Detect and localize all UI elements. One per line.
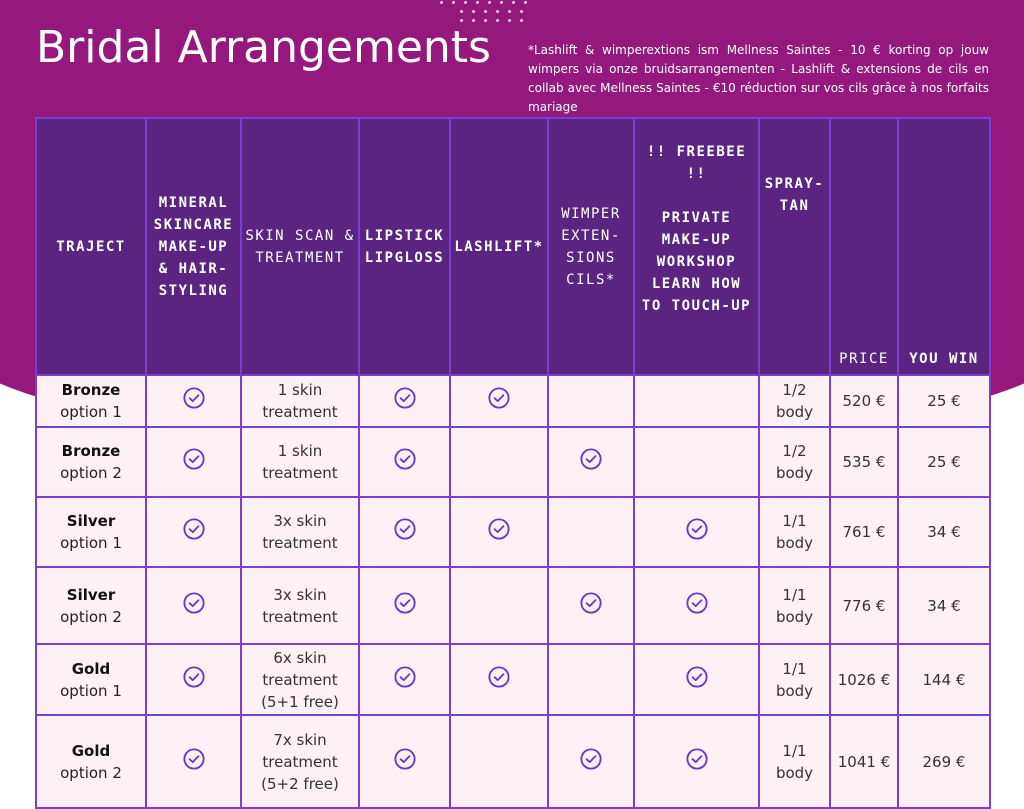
lipstick-cell bbox=[359, 497, 450, 567]
lashlift-cell bbox=[450, 375, 548, 427]
mineral-cell bbox=[146, 644, 241, 715]
arrangements-table bbox=[35, 117, 991, 809]
package-option: option 1 bbox=[60, 534, 122, 552]
price-cell: 1041 € bbox=[830, 715, 898, 808]
you-win-cell: 144 € bbox=[898, 644, 990, 715]
table-row bbox=[36, 567, 990, 644]
header-you-win: YOU WIN bbox=[898, 118, 990, 375]
header-skin-scan: SKIN SCAN & TREATMENT bbox=[241, 118, 359, 375]
check-circle-icon bbox=[394, 518, 416, 540]
table-row bbox=[36, 644, 990, 715]
freebee-cell bbox=[634, 497, 759, 567]
wimper-cell bbox=[548, 497, 634, 567]
package-option: option 2 bbox=[60, 464, 122, 482]
check-circle-icon bbox=[394, 748, 416, 770]
freebee-cell bbox=[634, 567, 759, 644]
mineral-cell bbox=[146, 715, 241, 808]
lashlift-cell bbox=[450, 715, 548, 808]
spray-tan-cell: 1/1 body bbox=[759, 644, 830, 715]
freebee-cell bbox=[634, 427, 759, 497]
check-circle-icon bbox=[183, 518, 205, 540]
check-circle-icon bbox=[394, 387, 416, 409]
skin-treatment-cell: 7x skin treatment (5+2 free) bbox=[241, 715, 359, 808]
lashlift-cell bbox=[450, 497, 548, 567]
check-circle-icon bbox=[488, 518, 510, 540]
check-circle-icon bbox=[394, 666, 416, 688]
lipstick-cell bbox=[359, 715, 450, 808]
package-option: option 2 bbox=[60, 763, 122, 782]
decorative-dots bbox=[438, 0, 538, 24]
package-name: Silver bbox=[66, 512, 116, 530]
package-name: Gold bbox=[71, 659, 111, 678]
header-mineral: MINERAL SKINCARE MAKE-UP & HAIR- STYLING bbox=[146, 118, 241, 375]
check-circle-icon bbox=[488, 666, 510, 688]
skin-treatment-cell: 3x skin treatment bbox=[241, 497, 359, 567]
spray-tan-cell: 1/1 body bbox=[759, 497, 830, 567]
check-circle-icon bbox=[394, 592, 416, 614]
check-circle-icon bbox=[183, 592, 205, 614]
freebee-cell bbox=[634, 644, 759, 715]
package-name: Silver bbox=[66, 585, 116, 604]
table-row bbox=[36, 375, 990, 427]
header-wimper: WIMPER EXTEN- SIONS CILS* bbox=[548, 118, 634, 375]
lipstick-cell bbox=[359, 644, 450, 715]
check-circle-icon bbox=[686, 666, 708, 688]
price-cell: 520 € bbox=[830, 375, 898, 427]
header-traject: TRAJECT bbox=[36, 118, 146, 375]
wimper-cell bbox=[548, 567, 634, 644]
header-freebee: !! FREEBEE !! PRIVATE MAKE-UP WORKSHOP LEARN HOW TO TOUCH-UP bbox=[634, 118, 759, 375]
table-row bbox=[36, 497, 990, 567]
lashlift-cell bbox=[450, 427, 548, 497]
package-option: option 2 bbox=[60, 607, 122, 626]
price-cell: 535 € bbox=[830, 427, 898, 497]
wimper-cell bbox=[548, 644, 634, 715]
mineral-cell bbox=[146, 567, 241, 644]
lipstick-cell bbox=[359, 427, 450, 497]
check-circle-icon bbox=[686, 518, 708, 540]
wimper-cell bbox=[548, 427, 634, 497]
table-row bbox=[36, 715, 990, 808]
you-win-cell: 25 € bbox=[898, 427, 990, 497]
lipstick-cell bbox=[359, 567, 450, 644]
skin-treatment-cell: 1 skin treatment bbox=[241, 375, 359, 427]
price-cell: 761 € bbox=[830, 497, 898, 567]
spray-tan-cell: 1/2 body bbox=[759, 375, 830, 427]
package-cell bbox=[36, 567, 146, 644]
you-win-cell: 269 € bbox=[898, 715, 990, 808]
package-cell bbox=[36, 644, 146, 715]
wimper-cell bbox=[548, 715, 634, 808]
package-name: Bronze bbox=[61, 442, 121, 460]
you-win-cell: 34 € bbox=[898, 497, 990, 567]
freebee-cell bbox=[634, 375, 759, 427]
check-circle-icon bbox=[183, 387, 205, 409]
header-lipstick: LIPSTICK LIPGLOSS bbox=[359, 118, 450, 375]
check-circle-icon bbox=[183, 748, 205, 770]
page-title: Bridal Arrangements bbox=[36, 22, 491, 73]
package-option: option 1 bbox=[60, 681, 122, 700]
check-circle-icon bbox=[488, 387, 510, 409]
package-name: Gold bbox=[71, 741, 111, 760]
package-name: Bronze bbox=[61, 381, 121, 399]
spray-tan-cell: 1/2 body bbox=[759, 427, 830, 497]
package-cell bbox=[36, 427, 146, 497]
mineral-cell bbox=[146, 427, 241, 497]
check-circle-icon bbox=[686, 592, 708, 614]
lashlift-note: *Lashlift & wimperextions ism Mellness Saintes - 10 € korting op jouw wimpers via onze bruidsarrangementen - Lashlift & extensions de cils en collab avec Mellness Saintes - €10 réduction sur vos cils grâce à nos forfaits mariage bbox=[528, 43, 989, 114]
price-cell: 1026 € bbox=[830, 644, 898, 715]
table-header-row bbox=[36, 118, 990, 375]
header-price: PRICE bbox=[830, 118, 898, 375]
check-circle-icon bbox=[580, 748, 602, 770]
header-lashlift: LASHLIFT* bbox=[450, 118, 548, 375]
wimper-cell bbox=[548, 375, 634, 427]
mineral-cell bbox=[146, 497, 241, 567]
check-circle-icon bbox=[394, 448, 416, 470]
spray-tan-cell: 1/1 body bbox=[759, 715, 830, 808]
you-win-cell: 25 € bbox=[898, 375, 990, 427]
package-option: option 1 bbox=[60, 403, 122, 421]
mineral-cell bbox=[146, 375, 241, 427]
header-spray-tan: SPRAY- TAN bbox=[759, 118, 830, 375]
price-cell: 776 € bbox=[830, 567, 898, 644]
check-circle-icon bbox=[183, 448, 205, 470]
package-cell bbox=[36, 497, 146, 567]
check-circle-icon bbox=[686, 748, 708, 770]
lipstick-cell bbox=[359, 375, 450, 427]
lashlift-cell bbox=[450, 644, 548, 715]
package-cell bbox=[36, 375, 146, 427]
skin-treatment-cell: 3x skin treatment bbox=[241, 567, 359, 644]
table-row bbox=[36, 427, 990, 497]
freebee-cell bbox=[634, 715, 759, 808]
spray-tan-cell: 1/1 body bbox=[759, 567, 830, 644]
skin-treatment-cell: 1 skin treatment bbox=[241, 427, 359, 497]
check-circle-icon bbox=[580, 592, 602, 614]
skin-treatment-cell: 6x skin treatment (5+1 free) bbox=[241, 644, 359, 715]
package-cell bbox=[36, 715, 146, 808]
you-win-cell: 34 € bbox=[898, 567, 990, 644]
check-circle-icon bbox=[183, 666, 205, 688]
check-circle-icon bbox=[580, 448, 602, 470]
lashlift-cell bbox=[450, 567, 548, 644]
